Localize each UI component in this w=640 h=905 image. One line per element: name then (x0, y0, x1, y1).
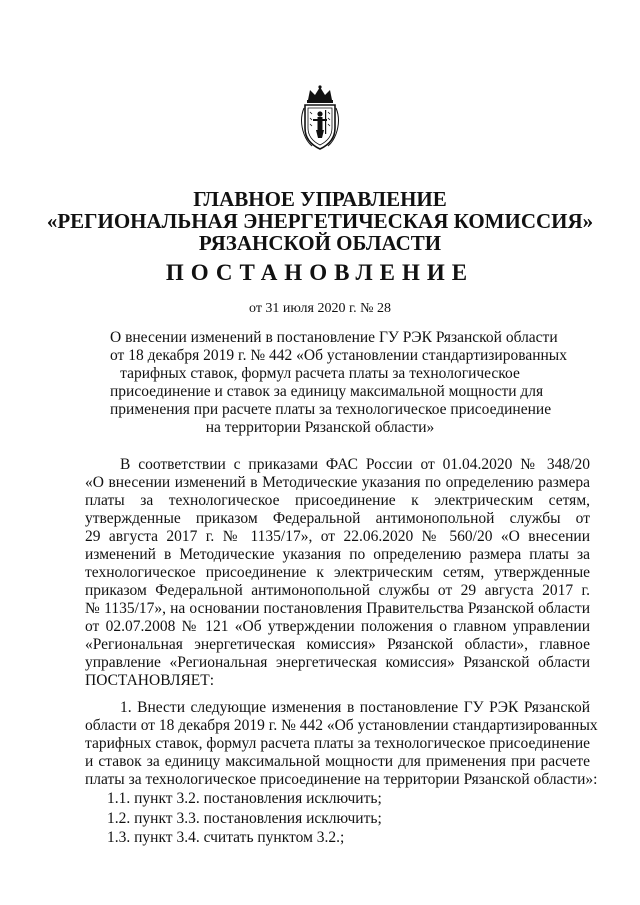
subject-line: применения при расчете платы за технологическое присоединение (110, 401, 552, 418)
subject-line: присоединение и ставок за единицу максимальной мощности для (110, 383, 544, 400)
point-1-line: 1. Внести следующие изменения в постановление ГУ РЭК Рязанской (120, 699, 590, 716)
subpoint-item: 1.3. пункт 3.4. считать пунктом 3.2.; (107, 829, 345, 846)
subpoint-item: 1.2. пункт 3.3. постановления исключить; (107, 809, 382, 827)
point-1-paragraph (85, 699, 598, 789)
coat-of-arms-icon (298, 84, 342, 152)
preamble-line: ПОСТАНОВЛЯЕТ: (85, 672, 215, 689)
document-date-number: от 31 июля 2020 г. № 28 (249, 301, 391, 316)
subject-line: на территории Рязанской области» (205, 419, 435, 436)
agency-name-line-1: ГЛАВНОЕ УПРАВЛЕНИЕ (193, 187, 447, 211)
subpoint-item: 1.1. пункт 3.2. постановления исключить; (107, 790, 382, 807)
preamble-line: «Региональная энергетическая комиссия» Рязанской области», главное (85, 636, 590, 653)
point-1-line: платы за технологическое присоединение на территории Рязанской области»: (85, 771, 598, 788)
preamble-line: технологическое присоединение к электрическим сетям, утвержденные (85, 564, 590, 581)
preamble-line: приказом Федеральной антимонопольной службы от 29 августа 2017 г. (85, 582, 590, 599)
subpoint-list (107, 789, 577, 848)
point-1-line: тарифных ставок, формул расчета платы за технологическое присоединение (85, 735, 590, 752)
preamble-line: утвержденные приказом Федеральной антимонопольной службы от (85, 510, 590, 527)
preamble-line: В соответствии с приказами ФАС России от 01.04.2020 № 348/20 (120, 456, 590, 473)
preamble-line: «О внесении изменений в Методические указания по определению размера (85, 474, 590, 491)
subject-line: О внесении изменений в постановление ГУ РЭК Рязанской области (110, 329, 558, 346)
subject-line: от 18 декабря 2019 г. № 442 «Об установлении стандартизированных (110, 347, 567, 364)
agency-name-line-3: РЯЗАНСКОЙ ОБЛАСТИ (198, 231, 442, 255)
point-1-line: и ставок за единицу максимальной мощности для применения при расчете (85, 753, 590, 770)
preamble-line: платы за технологическое присоединение к электрическим сетям, (85, 492, 590, 509)
point-1-line: области от 18 декабря 2019 г. № 442 «Об установлении стандартизированных (85, 717, 598, 734)
preamble-line: от 02.07.2008 № 121 «Об утверждении положения о главном управлении (85, 618, 590, 635)
preamble-line: 29 августа 2017 г. № 1135/17», от 22.06.2020 № 560/20 «О внесении (85, 528, 590, 545)
preamble-paragraph (85, 456, 590, 690)
subject-line: тарифных ставок, формул расчета платы за технологическое (120, 365, 520, 382)
preamble-line: № 1135/17», на основании постановления Правительства Рязанской области (85, 600, 590, 617)
agency-name-line-2: «РЕГИОНАЛЬНАЯ ЭНЕРГЕТИЧЕСКАЯ КОМИССИЯ» (46, 209, 594, 233)
preamble-line: изменений в Методические указания по определению размера платы за (85, 546, 590, 563)
preamble-line: управление «Региональная энергетическая комиссия» Рязанской области (85, 654, 590, 671)
document-type-title: ПОСТАНОВЛЕНИЕ (165, 260, 475, 285)
document-subject (110, 329, 567, 437)
